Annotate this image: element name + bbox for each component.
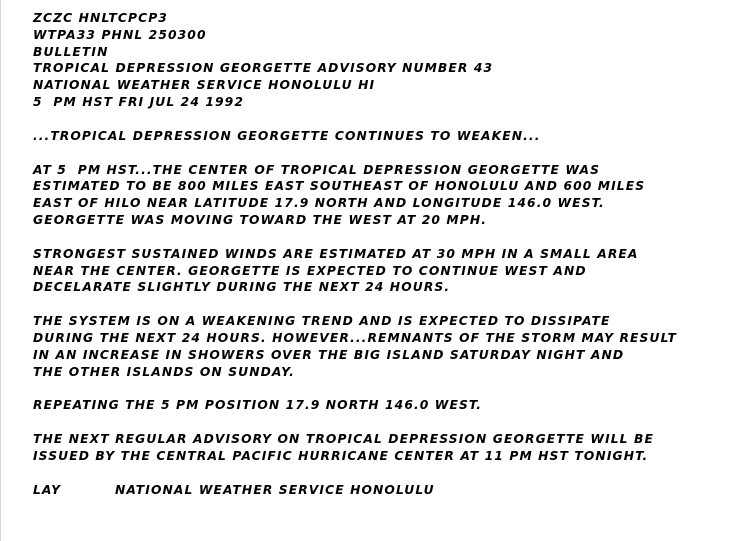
header-line: 5 PM HST FRI JUL 24 1992 bbox=[33, 94, 244, 109]
paragraph-repeat-position bbox=[33, 397, 738, 414]
paragraph-winds bbox=[33, 246, 738, 296]
paragraph-trend bbox=[33, 313, 738, 380]
paragraph-line: DURING THE NEXT 24 HOURS. HOWEVER...REMNANTS OF THE STORM MAY RESULT bbox=[33, 330, 677, 345]
header-line: TROPICAL DEPRESSION GEORGETTE ADVISORY NUMBER 43 bbox=[33, 61, 494, 76]
paragraph-line: REPEATING THE 5 PM POSITION 17.9 NORTH 146.0 WEST. bbox=[33, 398, 483, 413]
header-line: BULLETIN bbox=[33, 44, 109, 59]
paragraph-line: THE OTHER ISLANDS ON SUNDAY. bbox=[33, 364, 295, 379]
headline: ...TROPICAL DEPRESSION GEORGETTE CONTINUES TO WEAKEN... bbox=[33, 128, 541, 143]
paragraph-line: EAST OF HILO NEAR LATITUDE 17.9 NORTH AND LONGITUDE 146.0 WEST. bbox=[33, 196, 605, 211]
header-line: ZCZC HNLTCPCP3 bbox=[33, 11, 168, 25]
paragraph-line: STRONGEST SUSTAINED WINDS ARE ESTIMATED AT 30 MPH IN A SMALL AREA bbox=[33, 246, 639, 261]
paragraph-line: ISSUED BY THE CENTRAL PACIFIC HURRICANE CENTER AT 11 PM HST TONIGHT. bbox=[33, 448, 649, 463]
header-line: NATIONAL WEATHER SERVICE HONOLULU HI bbox=[33, 78, 376, 93]
signature: LAY NATIONAL WEATHER SERVICE HONOLULU bbox=[33, 482, 435, 497]
paragraph-line: ESTIMATED TO BE 800 MILES EAST SOUTHEAST OF HONOLULU AND 600 MILES bbox=[33, 179, 646, 194]
bulletin-header bbox=[33, 10, 738, 111]
paragraph-line: THE NEXT REGULAR ADVISORY ON TROPICAL DEPRESSION GEORGETTE WILL BE bbox=[33, 432, 654, 447]
paragraph-line: NEAR THE CENTER. GEORGETTE IS EXPECTED TO CONTINUE WEST AND bbox=[33, 263, 587, 278]
paragraph-line: AT 5 PM HST...THE CENTER OF TROPICAL DEPRESSION GEORGETTE WAS bbox=[33, 162, 601, 177]
paragraph-line: GEORGETTE WAS MOVING TOWARD THE WEST AT 20 MPH. bbox=[33, 212, 488, 227]
paragraph-line: DECELARATE SLIGHTLY DURING THE NEXT 24 HOURS. bbox=[33, 280, 451, 295]
paragraph-position bbox=[33, 162, 738, 229]
advisory-text bbox=[33, 10, 738, 499]
paragraph-next-advisory bbox=[33, 431, 738, 465]
header-line: WTPA33 PHNL 250300 bbox=[33, 27, 207, 42]
paragraph-line: IN AN INCREASE IN SHOWERS OVER THE BIG ISLAND SATURDAY NIGHT AND bbox=[33, 347, 625, 362]
paragraph-line: THE SYSTEM IS ON A WEAKENING TREND AND IS EXPECTED TO DISSIPATE bbox=[33, 314, 611, 329]
